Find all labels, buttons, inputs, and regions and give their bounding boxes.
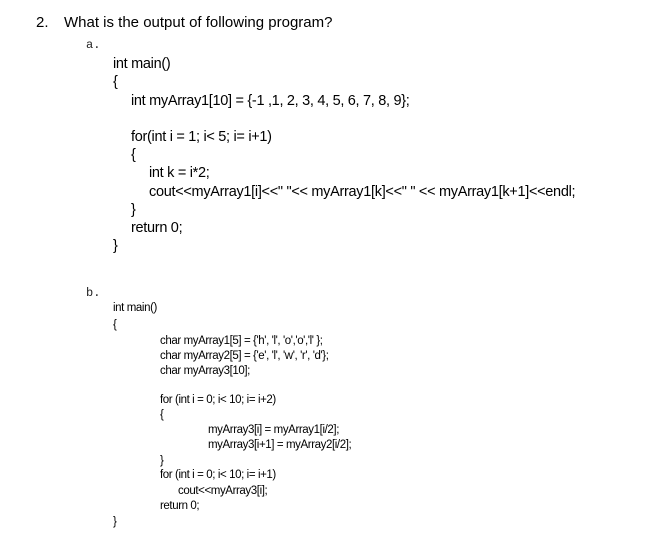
code-line: cout<<myArray1[i]<<" "<< myArray1[k]<<" " << myArray1[k+1]<<endl; (149, 184, 576, 200)
part-b-label: b. (86, 286, 101, 300)
code-line: int main() (113, 302, 157, 314)
code-line: { (131, 147, 136, 163)
code-line: for (int i = 0; i< 10; i= i+1) (160, 469, 276, 481)
question-number: 2. (36, 14, 49, 31)
code-line: { (113, 74, 118, 90)
code-line: int k = i*2; (149, 165, 210, 181)
code-line: } (131, 202, 136, 218)
code-line: myArray3[i] = myArray1[i/2]; (208, 424, 339, 436)
code-line: { (113, 319, 117, 331)
part-a-label: a. (86, 38, 101, 52)
code-line: } (113, 516, 117, 528)
code-line: cout<<myArray3[i]; (178, 485, 268, 497)
code-line: return 0; (160, 500, 200, 512)
code-line: for (int i = 0; i< 10; i= i+2) (160, 394, 276, 406)
question-text: What is the output of following program? (64, 14, 333, 31)
code-line: } (160, 455, 164, 467)
code-line: char myArray2[5] = {'e', 'l', 'w', 'r', 'd'}; (160, 350, 329, 362)
code-line: int main() (113, 56, 171, 72)
code-line: } (113, 238, 118, 254)
code-line: return 0; (131, 220, 183, 236)
code-line: char myArray3[10]; (160, 365, 250, 377)
code-line: for(int i = 1; i< 5; i= i+1) (131, 129, 272, 145)
code-line: { (160, 409, 164, 421)
code-line: myArray3[i+1] = myArray2[i/2]; (208, 439, 352, 451)
code-line: char myArray1[5] = {'h', 'l', 'o','o','l' }; (160, 335, 323, 347)
code-line: int myArray1[10] = {-1 ,1, 2, 3, 4, 5, 6, 7, 8, 9}; (131, 93, 410, 109)
